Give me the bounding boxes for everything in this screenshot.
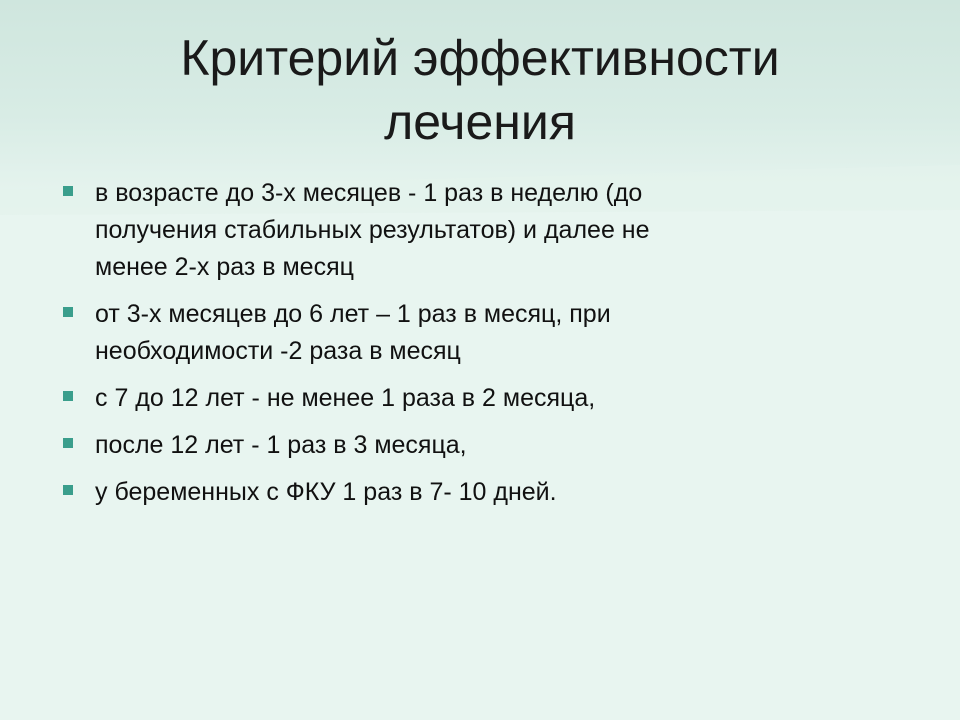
bullet-item [60,175,860,286]
bullet-item [60,474,860,511]
bullet-text-line: у беременных с ФКУ 1 раз в 7- 10 дней. [95,478,557,506]
square-bullet-icon [63,438,73,448]
bullet-list [60,175,860,521]
bullet-item [60,427,860,464]
bullet-text-line: получения стабильных результатов) и далее не [95,216,650,244]
square-bullet-icon [63,485,73,495]
bullet-text-line: в возрасте до 3-х месяцев - 1 раз в неделю (до [95,179,643,207]
square-bullet-icon [63,186,73,196]
square-bullet-icon [63,391,73,401]
bullet-text-line: необходимости -2 раза в месяц [95,337,461,365]
slide-title-line-2: лечения [384,94,576,150]
slide-title-line-1: Критерий эффективности [180,30,780,86]
bullet-text-line: с 7 до 12 лет - не менее 1 раза в 2 месяца, [95,384,596,412]
bullet-text-line: от 3-х месяцев до 6 лет – 1 раз в месяц, при [95,300,611,328]
bullet-text-line: менее 2-х раз в месяц [95,253,354,281]
slide-title [0,26,960,154]
bullet-text-line: после 12 лет - 1 раз в 3 месяца, [95,431,467,459]
bullet-item [60,380,860,417]
square-bullet-icon [63,307,73,317]
bullet-item [60,296,860,370]
